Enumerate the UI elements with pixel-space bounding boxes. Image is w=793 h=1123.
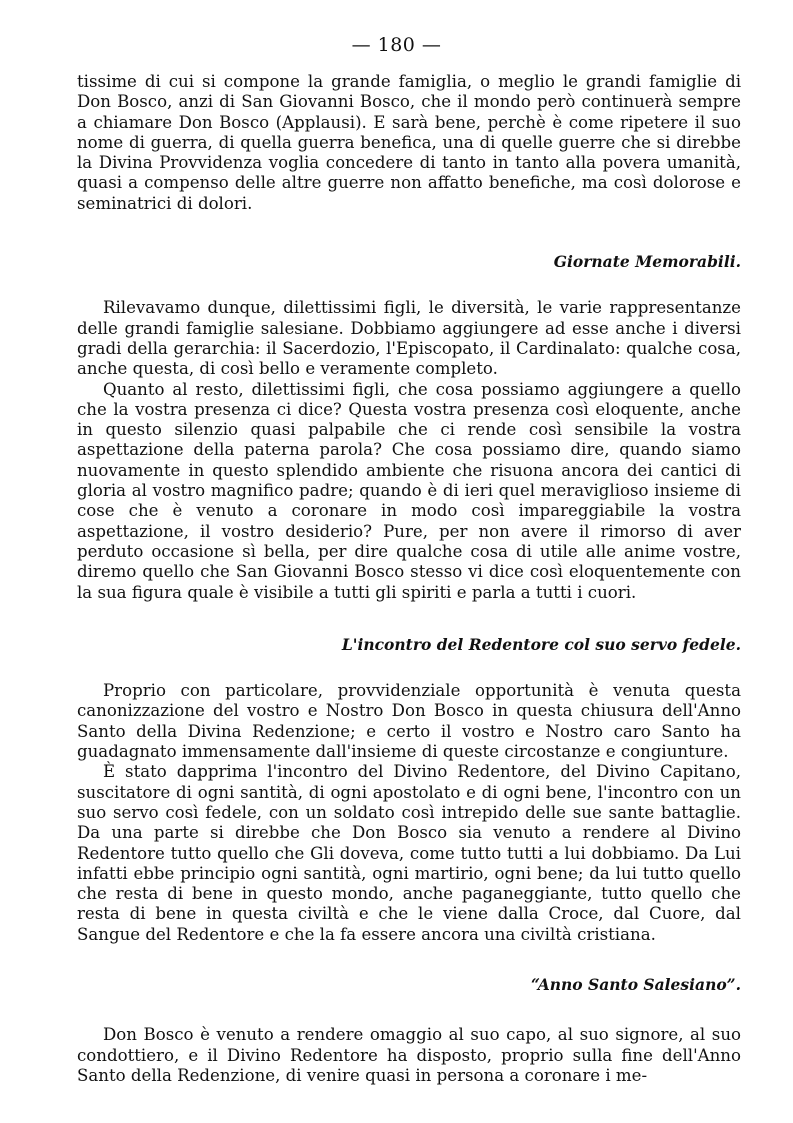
paragraph-6: Don Bosco è venuto a rendere omaggio al suo capo, al suo signore, al suo condottiero, e il Divino Redentore ha disposto, proprio sulla fine dell'Anno Santo della Redenzione, di venire quasi in persona a coronare i me- — [77, 1025, 741, 1085]
paragraph-2: Rilevavamo dunque, dilettissimi figli, le diversità, le varie rappresentanze delle grandi famiglie salesiane. Dobbiamo aggiungere ad esse anche i diversi gradi della gerarchia: il Sacerdozio, l'Episcopato, il Cardinalato: qualche cosa, anche questa, di così bello e veramente completo. — [77, 298, 741, 379]
paragraph-1: tissime di cui si compone la grande famiglia, o meglio le grandi famiglie di Don Bosco, anzi di San Giovanni Bosco, che il mondo però continuerà sempre a chiamare Don Bosco (Applausi). E sarà bene, perchè è come ripetere il suo nome di guerra, di quella guerra benefica, una di quelle guerre che si direbbe la Divina Provvidenza voglia concedere di tanto in tanto alla povera umanità, quasi a compenso delle altre guerre non affatto benefiche, ma così dolorose e seminatrici di dolori. — [77, 72, 741, 213]
section-heading-incontro-redentore: L'incontro del Redentore col suo servo fedele. — [341, 634, 741, 654]
paragraph-5: È stato dapprima l'incontro del Divino Redentore, del Divino Capitano, suscitatore di ogni santità, di ogni apostolato e di ogni bene, l'incontro con un suo servo così fedele, con un soldato così intrepido delle sue sante battaglie. Da una parte si direbbe che Don Bosco sia venuto a rendere al Divino Redentore tutto quello che Gli doveva, come tutto tutti a lui dobbiamo. Da Lui infatti ebbe principio ogni santità, ogni martirio, ogni bene; da lui tutto quello che resta di bene in questo mondo, anche paganeggiante, tutto quello che resta di bene in questa civiltà e che le viene dalla Croce, dal Cuore, dal Sangue del Redentore e che la fa essere ancora una civiltà cristiana. — [77, 762, 741, 944]
paragraph-4: Proprio con particolare, provvidenziale opportunità è venuta questa canonizzazione del vostro e Nostro Don Bosco in questa chiusura dell'Anno Santo della Divina Redenzione; e certo il vostro e Nostro caro Santo ha guadagnato immensamente dall'insieme di queste circostanze e congiunture. — [77, 681, 741, 762]
section-heading-anno-santo-salesiano: “Anno Santo Salesiano”. — [530, 974, 741, 994]
document-body — [77, 72, 741, 1086]
section-heading-giornate-memorabili: Giornate Memorabili. — [553, 252, 741, 272]
page-number: — 180 — — [351, 34, 442, 56]
paragraph-3: Quanto al resto, dilettissimi figli, che cosa possiamo aggiungere a quello che la vostra presenza ci dice? Questa vostra presenza così eloquente, anche in questo silenzio quasi palpabile che ci rende così sensibile la vostra aspettazione della paterna parola? Che cosa possiamo dire, quando siamo nuovamente in questo splendido ambiente che risuona ancora dei cantici di gloria al vostro magnifico padre; quando è di ieri quel meraviglioso insieme di cose che è venuto a coronare in modo così impareggiabile la vostra aspettazione, il vostro desiderio? Pure, per non avere il rimorso di aver perduto occasione sì bella, per dire qualche cosa di utile alle anime vostre, diremo quello che San Giovanni Bosco stesso vi dice così eloquentemente con la sua figura quale è visibile a tutti gli spiriti e parla a tutti i cuori. — [77, 379, 741, 602]
